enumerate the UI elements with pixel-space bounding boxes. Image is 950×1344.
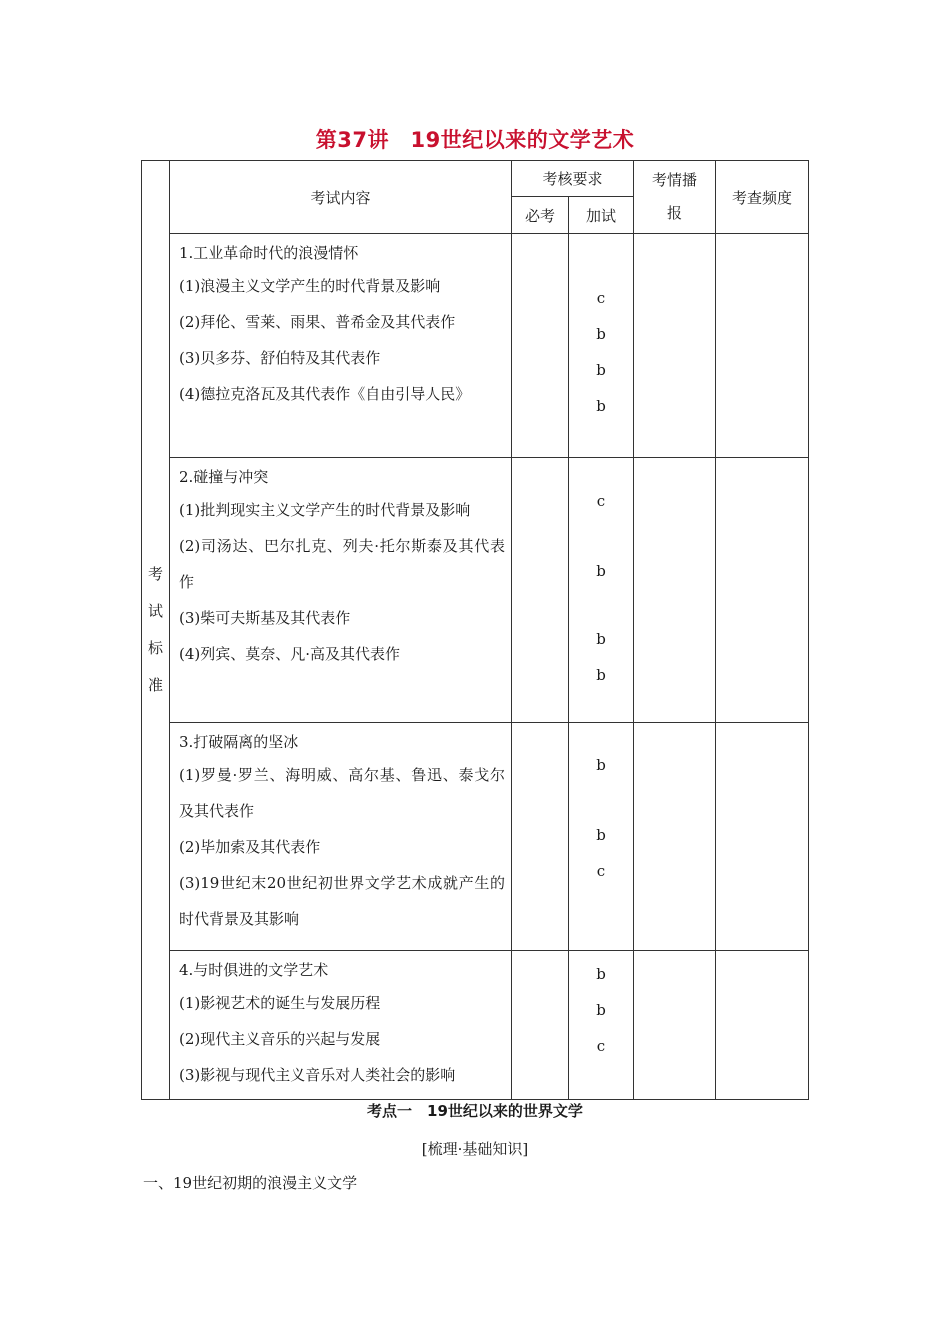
- list-item: (4)德拉克洛瓦及其代表作《自由引导人民》: [179, 385, 471, 403]
- topic-heading: 一、19世纪初期的浪漫主义文学: [143, 1174, 358, 1192]
- frequency-cell: [716, 458, 809, 723]
- list-item: (3)贝多芬、舒伯特及其代表作: [179, 349, 381, 367]
- level-value: b: [596, 666, 606, 684]
- header-frequency: 考查频度: [716, 161, 809, 234]
- list-item: (1)罗曼·罗兰、海明威、高尔基、鲁迅、泰戈尔及其代表作: [179, 766, 505, 820]
- required-cell: [512, 723, 569, 951]
- level-value: c: [596, 862, 606, 880]
- section-content: [170, 951, 512, 1100]
- header-requirement: 考核要求: [512, 161, 634, 197]
- level-value: b: [596, 325, 606, 343]
- frequency-cell: [716, 951, 809, 1100]
- report-cell: [634, 723, 716, 951]
- side-label-exam-standard: 考 试 标 准: [142, 161, 170, 1100]
- level-value: b: [596, 965, 606, 983]
- required-cell: [512, 458, 569, 723]
- section-title: 2.碰撞与冲突: [179, 468, 269, 486]
- level-value: c: [596, 289, 606, 307]
- page-title: 第37讲 19世纪以来的文学艺术: [315, 128, 635, 152]
- section-title: 1.工业革命时代的浪漫情怀: [179, 244, 359, 262]
- section-content: [170, 234, 512, 458]
- level-value: b: [596, 562, 606, 580]
- section-title: 3.打破隔离的坚冰: [179, 733, 299, 751]
- list-item: (3)19世纪末20世纪初世界文学艺术成就产生的时代背景及其影响: [179, 874, 505, 928]
- level-value: c: [596, 492, 606, 510]
- level-value: b: [596, 1001, 606, 1019]
- required-cell: [512, 951, 569, 1100]
- report-cell: [634, 951, 716, 1100]
- header-added: 加试: [569, 197, 634, 234]
- list-item: (2)拜伦、雪莱、雨果、普希金及其代表作: [179, 313, 456, 331]
- section-heading: 考点一 19世纪以来的世界文学: [367, 1102, 583, 1120]
- level-value: b: [596, 826, 606, 844]
- list-item: (1)浪漫主义文学产生的时代背景及影响: [179, 277, 441, 295]
- section-content: [170, 723, 512, 951]
- list-item: (3)柴可夫斯基及其代表作: [179, 609, 351, 627]
- table-row: [142, 723, 809, 951]
- sub-heading: [梳理·基础知识]: [421, 1140, 529, 1158]
- list-item: (2)现代主义音乐的兴起与发展: [179, 1030, 381, 1048]
- level-value: b: [596, 361, 606, 379]
- level-value: b: [596, 630, 606, 648]
- added-levels: [569, 723, 634, 951]
- level-value: b: [596, 397, 606, 415]
- table-row: [142, 951, 809, 1100]
- report-cell: [634, 458, 716, 723]
- exam-standard-table: [141, 160, 809, 1100]
- added-levels: [569, 458, 634, 723]
- list-item: (2)毕加索及其代表作: [179, 838, 321, 856]
- added-levels: [569, 951, 634, 1100]
- header-content: 考试内容: [170, 161, 512, 234]
- report-cell: [634, 234, 716, 458]
- list-item: (3)影视与现代主义音乐对人类社会的影响: [179, 1066, 456, 1084]
- header-required: 必考: [512, 197, 569, 234]
- level-value: b: [596, 756, 606, 774]
- section-content: [170, 458, 512, 723]
- level-value: c: [596, 1037, 606, 1055]
- list-item: (1)影视艺术的诞生与发展历程: [179, 994, 381, 1012]
- list-item: (1)批判现实主义文学产生的时代背景及影响: [179, 501, 471, 519]
- section-title: 4.与时俱进的文学艺术: [179, 961, 329, 979]
- frequency-cell: [716, 723, 809, 951]
- header-report: 考情播 报: [634, 161, 716, 234]
- list-item: (4)列宾、莫奈、凡·高及其代表作: [179, 645, 401, 663]
- added-levels: [569, 234, 634, 458]
- frequency-cell: [716, 234, 809, 458]
- required-cell: [512, 234, 569, 458]
- table-row: [142, 458, 809, 723]
- table-row: [142, 234, 809, 458]
- list-item: (2)司汤达、巴尔扎克、列夫·托尔斯泰及其代表作: [179, 537, 505, 591]
